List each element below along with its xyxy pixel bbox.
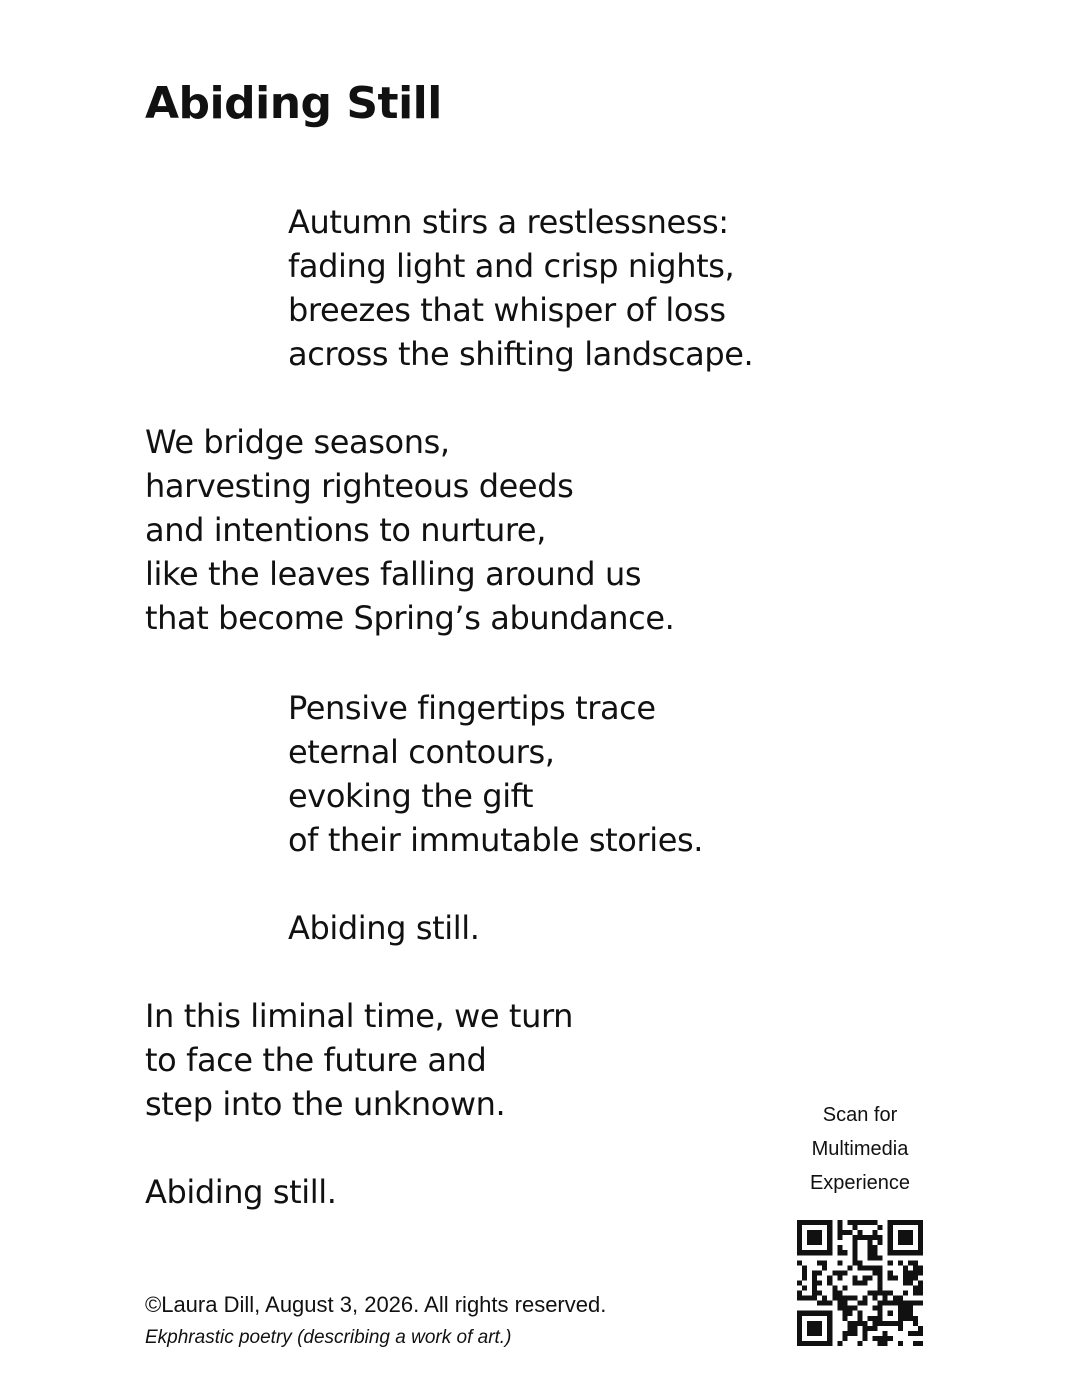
poem-line: Abiding still. (288, 909, 480, 947)
scan-note-line: Scan for (822, 1104, 898, 1126)
poem-line: of their immutable stories. (288, 821, 704, 859)
poem-line: eternal contours, (288, 733, 555, 771)
poem-title: Abiding Still (145, 78, 442, 129)
poem-line: step into the unknown. (145, 1085, 506, 1123)
poem-line: harvesting righteous deeds (145, 467, 574, 505)
poem-line: that become Spring’s abundance. (145, 599, 675, 637)
copyright-notice: ©Laura Dill, August 3, 2026. All rights reserved. (145, 1292, 607, 1317)
poem-line: Pensive fingertips trace (288, 689, 656, 727)
stanza-1 (288, 200, 753, 376)
poem-line: In this liminal time, we turn (145, 997, 574, 1035)
stanza-4 (288, 906, 480, 950)
poem-line: We bridge seasons, (145, 423, 450, 461)
poem-line: Abiding still. (145, 1173, 337, 1211)
poem-line: fading light and crisp nights, (288, 247, 735, 285)
stanza-2 (145, 420, 674, 640)
poem-line: evoking the gift (288, 777, 534, 815)
poem-line: to face the future and (145, 1041, 487, 1079)
poem-line: and intentions to nurture, (145, 511, 546, 549)
scan-note-line: Experience (809, 1172, 911, 1194)
scan-note-line: Multimedia (811, 1138, 909, 1160)
poem-line: like the leaves falling around us (145, 555, 642, 593)
stanza-6 (145, 1170, 337, 1214)
poem-line: Autumn stirs a restlessness: (288, 203, 729, 241)
poem-subtitle: Ekphrastic poetry (describing a work of art.) (145, 1327, 512, 1348)
stanza-3 (288, 686, 703, 862)
stanza-5 (145, 994, 573, 1126)
scan-note (790, 1098, 930, 1200)
poem-line: breezes that whisper of loss (288, 291, 726, 329)
qr-code-icon[interactable] (797, 1220, 923, 1346)
poem-line: across the shifting landscape. (288, 335, 754, 373)
